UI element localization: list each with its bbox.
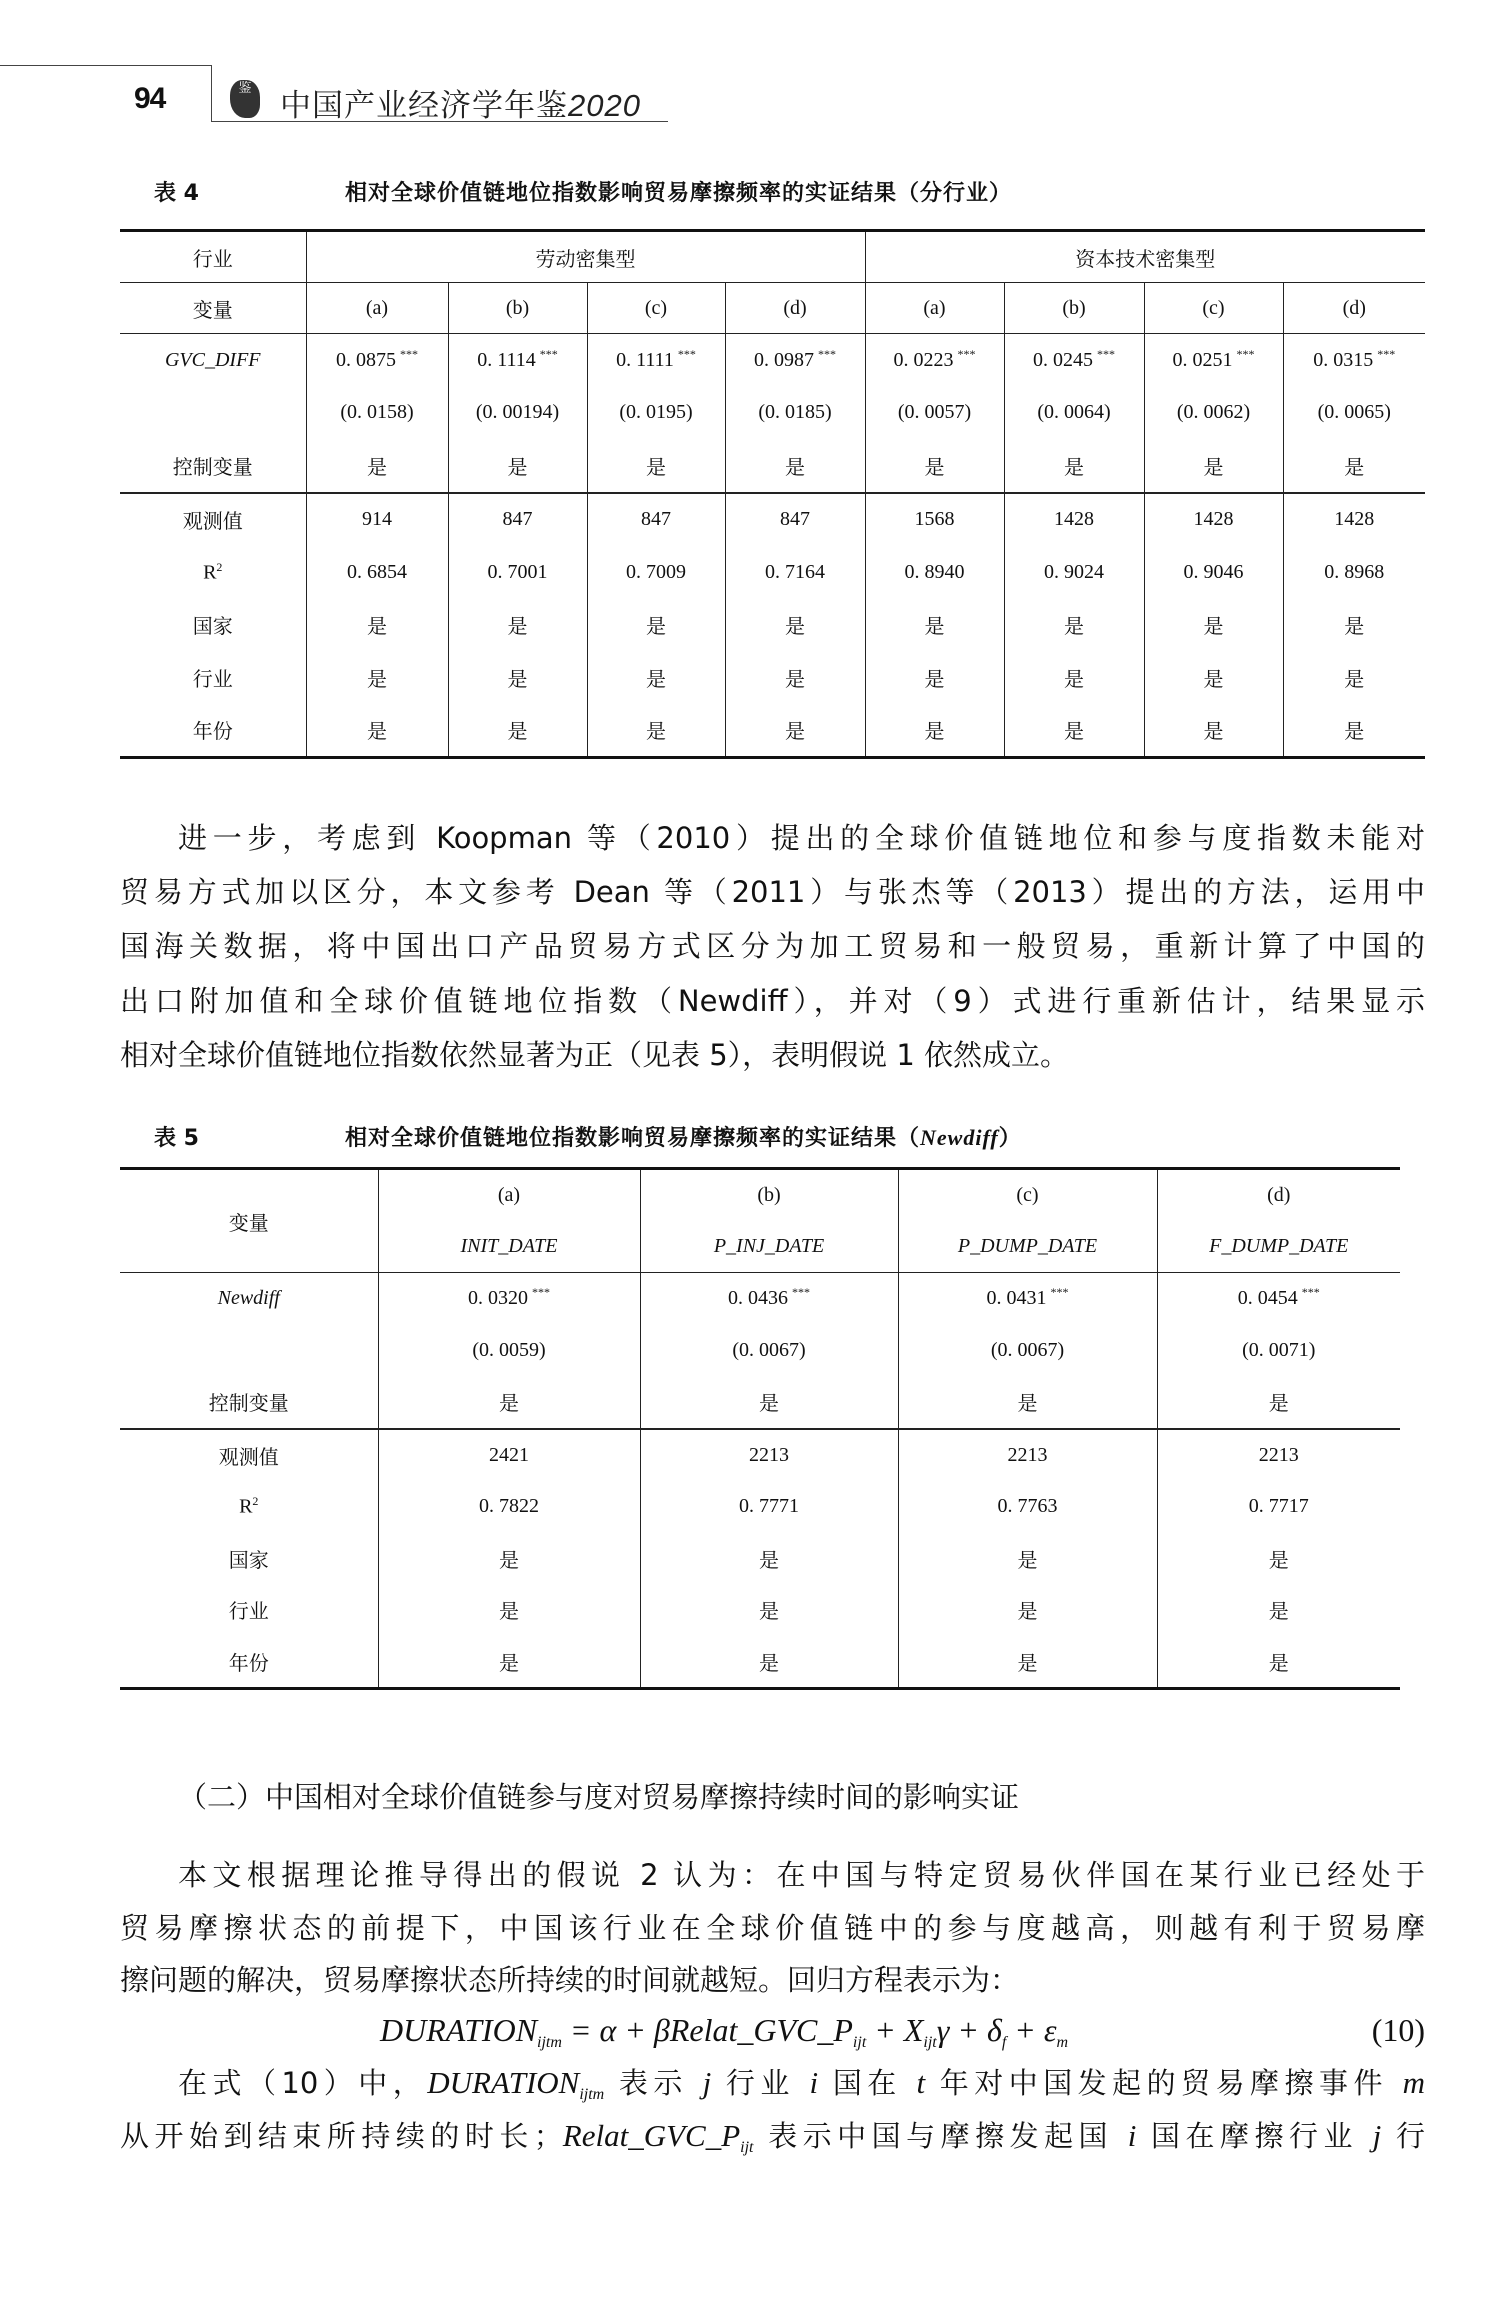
table5-control-row: [120, 1376, 1400, 1429]
table4: [120, 229, 1425, 759]
coef-value: 0. 0315: [1313, 348, 1374, 371]
significance-stars: ***: [1301, 1285, 1320, 1300]
row-label: [120, 1481, 378, 1533]
table5: [120, 1167, 1400, 1690]
coef-value: 0. 0431: [986, 1287, 1047, 1310]
cell: 是: [378, 1533, 640, 1585]
cell: 0. 7771: [640, 1481, 898, 1533]
eq-term: + ε: [1006, 2012, 1057, 2048]
coef-value: 0. 0987: [754, 348, 814, 371]
row-label: 年份: [192, 719, 233, 744]
significance-stars: ***: [1050, 1285, 1069, 1300]
table5-fe-row: [120, 1533, 1400, 1585]
cell: 是: [725, 704, 865, 758]
cell: 是: [587, 651, 725, 704]
math-var: j: [702, 2065, 712, 2100]
cell: 2213: [640, 1429, 898, 1482]
std-error: (0. 0067): [640, 1325, 898, 1377]
coef-value: 0. 0223: [893, 348, 954, 371]
row-label: GVC_DIFF: [164, 348, 261, 371]
table5-obs-row: [120, 1429, 1400, 1482]
cell: 是: [1283, 704, 1425, 758]
paragraph-line: 出口附加值和全球价值链地位指数（Newdiff），并对（9）式进行重新估计，结果显示: [120, 984, 1425, 1018]
coef-value: 0. 0436: [728, 1287, 788, 1310]
group-capital-tech-intensive: 资本技术密集型: [865, 231, 1425, 283]
cell: 是: [306, 704, 448, 758]
row-label: 国家: [228, 1547, 269, 1572]
text: 在式（10）中，: [178, 2066, 428, 2100]
cell: 是: [1004, 599, 1144, 652]
coef-cell: [1004, 334, 1144, 387]
table5-label: 表 5: [154, 1126, 199, 1151]
math-var: i: [809, 2065, 819, 2100]
coef-cell: [1144, 334, 1283, 387]
row-label: 国家: [192, 614, 233, 639]
industry-header: 行业: [120, 231, 306, 283]
coef-cell: [306, 334, 448, 387]
table5-title-end: ）: [998, 1126, 1022, 1151]
significance-stars: ***: [957, 346, 976, 361]
column-header: (d): [1283, 283, 1425, 334]
paragraph-line: 擦问题的解决，贸易摩擦状态所持续的时间就越短。回归方程表示为：: [120, 1963, 1020, 1997]
std-error: (0. 0059): [378, 1325, 640, 1377]
row-label-empty: [120, 387, 306, 440]
page-number: 94: [134, 82, 166, 115]
row-label: Newdiff: [217, 1287, 280, 1310]
cell: 1428: [1283, 493, 1425, 547]
cell: 是: [448, 704, 587, 758]
table4-fe-row: [120, 704, 1425, 758]
cell: 是: [865, 651, 1004, 704]
coef-cell: [378, 1273, 640, 1325]
r2-superscript: 2: [216, 559, 223, 574]
column-header: (a): [378, 1169, 640, 1222]
math-var: t: [916, 2065, 926, 2100]
cell: 0. 7009: [587, 546, 725, 599]
coef-value: 0. 0454: [1237, 1287, 1298, 1310]
section-heading: （二）中国相对全球价值链参与度对贸易摩擦持续时间的影响实证: [178, 1780, 1020, 1814]
cell: 是: [865, 599, 1004, 652]
std-error: (0. 0185): [725, 387, 865, 440]
cell: 847: [448, 493, 587, 547]
cell: 0. 7822: [378, 1481, 640, 1533]
column-header: (d): [725, 283, 865, 334]
cell: 是: [306, 439, 448, 493]
column-header: (b): [1004, 283, 1144, 334]
cell: 0. 7717: [1157, 1481, 1400, 1533]
table4-title: 相对全球价值链地位指数影响贸易摩擦频率的实证结果（分行业）: [345, 181, 1013, 206]
text: 行: [1381, 2119, 1425, 2153]
cell: 2213: [1157, 1429, 1400, 1482]
coef-cell: [448, 334, 587, 387]
cell: 是: [1283, 651, 1425, 704]
coef-value: 0. 0320: [468, 1287, 528, 1310]
text: 从开始到结束所持续的时长；: [120, 2119, 563, 2153]
cell: 是: [725, 439, 865, 493]
eq-subscript: f: [1001, 2034, 1007, 2051]
paragraph-line: 相对全球价值链地位指数依然显著为正（见表 5），表明假说 1 依然成立。: [120, 1038, 1070, 1072]
row-label: 观测值: [218, 1444, 279, 1469]
equation-10: [380, 2012, 1425, 2052]
cell: 是: [1004, 651, 1144, 704]
cell: 是: [1144, 599, 1283, 652]
math-var: m: [1402, 2065, 1426, 2100]
table4-column-header-row: [120, 283, 1425, 334]
significance-stars: ***: [1377, 346, 1396, 361]
math-subscript: ijt: [740, 2139, 754, 2156]
table5-r2-row: [120, 1481, 1400, 1533]
paragraph-line: 国海关数据，将中国出口产品贸易方式区分为加工贸易和一般贸易，重新计算了中国的: [120, 929, 1425, 963]
cell: 是: [1004, 439, 1144, 493]
eq-term: γ + δ: [936, 2012, 1002, 2048]
cell: 是: [1283, 599, 1425, 652]
coef-cell: [898, 1273, 1157, 1325]
column-header: (b): [448, 283, 587, 334]
cell: 0. 7001: [448, 546, 587, 599]
eq-lhs: DURATION: [380, 2012, 538, 2048]
table5-title-text: 相对全球价值链地位指数影响贸易摩擦频率的实证结果（: [345, 1126, 921, 1151]
std-error: (0. 0065): [1283, 387, 1425, 440]
cell: 是: [448, 439, 587, 493]
table5-title-italic: Newdiff: [920, 1125, 999, 1150]
row-label: 行业: [192, 666, 233, 691]
std-error: (0. 0067): [898, 1325, 1157, 1377]
table4-obs-row: [120, 493, 1425, 547]
cell: 是: [448, 651, 587, 704]
cell: 是: [306, 651, 448, 704]
std-error: (0. 0057): [865, 387, 1004, 440]
cell: 是: [448, 599, 587, 652]
eq-subscript: m: [1056, 2034, 1069, 2051]
logo-glyph: 鉴: [238, 81, 252, 96]
std-error: (0. 00194): [448, 387, 587, 440]
coef-value: 0. 1111: [616, 348, 674, 371]
table4-control-row: [120, 439, 1425, 493]
coef-cell: [1283, 334, 1425, 387]
paragraph-line: 贸易摩擦状态的前提下，中国该行业在全球价值链中的参与度越高，则越有利于贸易摩: [120, 1911, 1425, 1945]
row-label: 行业: [228, 1599, 269, 1624]
cell: 是: [640, 1636, 898, 1689]
coef-value: 0. 0875: [336, 348, 396, 371]
significance-stars: ***: [400, 346, 418, 361]
paragraph-line: 进一步，考虑到 Koopman 等（2010）提出的全球价值链地位和参与度指数未能对: [178, 821, 1425, 855]
std-error: (0. 0158): [306, 387, 448, 440]
column-header: (c): [898, 1169, 1157, 1222]
table5-title: [345, 1121, 1022, 1152]
cell: 0. 6854: [306, 546, 448, 599]
cell: 是: [640, 1584, 898, 1636]
cell: 是: [898, 1636, 1157, 1689]
std-error: (0. 0064): [1004, 387, 1144, 440]
cell: 是: [1144, 704, 1283, 758]
cell: 2421: [378, 1429, 640, 1482]
significance-stars: ***: [1236, 346, 1255, 361]
cell: 0. 8968: [1283, 546, 1425, 599]
cell: 是: [1157, 1636, 1400, 1689]
table4-label: 表 4: [154, 181, 199, 206]
text: 国在摩擦行业: [1136, 2119, 1373, 2153]
std-error: (0. 0071): [1157, 1325, 1400, 1377]
cell: 2213: [898, 1429, 1157, 1482]
coef-cell: [640, 1273, 898, 1325]
table4-industry-row: [120, 231, 1425, 283]
dependent-var: F_DUMP_DATE: [1157, 1221, 1400, 1273]
cell: 0. 7763: [898, 1481, 1157, 1533]
cell: 是: [898, 1533, 1157, 1585]
cell: 是: [640, 1376, 898, 1429]
cell: 是: [378, 1584, 640, 1636]
eq-term: = α + βRelat_GVC_P: [561, 2012, 853, 2048]
cell: 是: [1283, 439, 1425, 493]
row-label: 控制变量: [120, 439, 306, 493]
cell: 是: [587, 599, 725, 652]
r2-superscript: 2: [252, 1494, 259, 1509]
text: 行业: [711, 2066, 810, 2100]
table5-coef-row: [120, 1273, 1400, 1325]
r2-label: R: [203, 561, 217, 584]
dependent-var: P_INJ_DATE: [640, 1221, 898, 1273]
group-labor-intensive: 劳动密集型: [306, 231, 865, 283]
cell: 是: [378, 1636, 640, 1689]
math-var: DURATION: [427, 2065, 580, 2100]
paragraph-line: 本文根据理论推导得出的假说 2 认为：在中国与特定贸易伙伴国在某行业已经处于: [178, 1858, 1425, 1892]
r2-label: R: [239, 1496, 253, 1519]
row-label-empty: [120, 1325, 378, 1377]
cell: 0. 7164: [725, 546, 865, 599]
math-subscript: ijtm: [579, 2086, 605, 2103]
paragraph-line: [178, 2061, 1425, 2104]
significance-stars: ***: [532, 1285, 550, 1300]
significance-stars: ***: [539, 346, 558, 361]
paragraph-line: [120, 2114, 1425, 2157]
math-var: j: [1372, 2118, 1382, 2153]
cell: 是: [898, 1376, 1157, 1429]
text: 年对中国发起的贸易摩擦事件: [925, 2066, 1403, 2100]
cell: 847: [587, 493, 725, 547]
table5-se-row: [120, 1325, 1400, 1377]
cell: 0. 8940: [865, 546, 1004, 599]
cell: 0. 9046: [1144, 546, 1283, 599]
column-header: (b): [640, 1169, 898, 1222]
dependent-var: INIT_DATE: [378, 1221, 640, 1273]
table5-column-header-row: [120, 1169, 1400, 1222]
cell: 是: [306, 599, 448, 652]
header-rule-top: [0, 65, 212, 66]
column-header: (a): [865, 283, 1004, 334]
dependent-var: P_DUMP_DATE: [898, 1221, 1157, 1273]
coef-cell: [1157, 1273, 1400, 1325]
significance-stars: ***: [818, 346, 836, 361]
cell: 1428: [1004, 493, 1144, 547]
cell: 是: [898, 1584, 1157, 1636]
variable-header: 变量: [120, 283, 306, 334]
text: 国在: [818, 2066, 917, 2100]
cell: 是: [1157, 1584, 1400, 1636]
coef-cell: [865, 334, 1004, 387]
book-title: [280, 80, 641, 125]
cell: 914: [306, 493, 448, 547]
cell: 是: [378, 1376, 640, 1429]
cell: 是: [640, 1533, 898, 1585]
column-header: (c): [587, 283, 725, 334]
std-error: (0. 0195): [587, 387, 725, 440]
coef-cell: [587, 334, 725, 387]
coef-cell: [725, 334, 865, 387]
equation-number: (10): [1371, 2012, 1425, 2048]
math-var: i: [1127, 2118, 1137, 2153]
cell: 1568: [865, 493, 1004, 547]
row-label: 年份: [228, 1650, 269, 1675]
eq-subscript: ijt: [923, 2034, 937, 2051]
cell: 0. 9024: [1004, 546, 1144, 599]
text: 表示: [604, 2066, 703, 2100]
cell: 是: [725, 599, 865, 652]
cell: 847: [725, 493, 865, 547]
table5-fe-row: [120, 1636, 1400, 1689]
eq-subscript: ijtm: [537, 2034, 562, 2051]
cell: 是: [865, 439, 1004, 493]
cell: 是: [587, 704, 725, 758]
column-header: (a): [306, 283, 448, 334]
cell: 是: [587, 439, 725, 493]
column-header: (c): [1144, 283, 1283, 334]
cell: 是: [865, 704, 1004, 758]
significance-stars: ***: [1097, 346, 1115, 361]
variable-header: 变量: [120, 1169, 378, 1273]
book-title-text: 中国产业经济学年鉴: [280, 88, 568, 124]
book-year: 2020: [568, 88, 641, 123]
table4-se-row: [120, 387, 1425, 440]
header-rule-vertical: [211, 65, 212, 122]
table5-fe-row: [120, 1584, 1400, 1636]
cell: 是: [1004, 704, 1144, 758]
cell: 是: [1157, 1376, 1400, 1429]
cell: 是: [1157, 1533, 1400, 1585]
cell: 1428: [1144, 493, 1283, 547]
coef-value: 0. 0251: [1172, 348, 1233, 371]
math-var: Relat_GVC_P: [562, 2118, 741, 2153]
row-label: [120, 546, 306, 599]
text: 表示中国与摩擦发起国: [753, 2119, 1128, 2153]
table4-coef-row: [120, 334, 1425, 387]
significance-stars: ***: [677, 346, 696, 361]
significance-stars: ***: [792, 1285, 810, 1300]
row-label: 控制变量: [120, 1376, 378, 1429]
coef-value: 0. 1114: [477, 348, 536, 371]
table4-r2-row: [120, 546, 1425, 599]
coef-value: 0. 0245: [1033, 348, 1093, 371]
eq-subscript: ijt: [852, 2034, 867, 2051]
row-label: 观测值: [182, 509, 243, 534]
cell: 是: [1144, 651, 1283, 704]
column-header: (d): [1157, 1169, 1400, 1222]
eq-term: + X: [866, 2012, 924, 2048]
cell: 是: [725, 651, 865, 704]
yearbook-logo-icon: [230, 80, 260, 118]
paragraph-line: 贸易方式加以区分，本文参考 Dean 等（2011）与张杰等（2013）提出的方法，运用中: [120, 875, 1425, 909]
table4-fe-row: [120, 651, 1425, 704]
cell: 是: [1144, 439, 1283, 493]
std-error: (0. 0062): [1144, 387, 1283, 440]
table4-fe-row: [120, 599, 1425, 652]
